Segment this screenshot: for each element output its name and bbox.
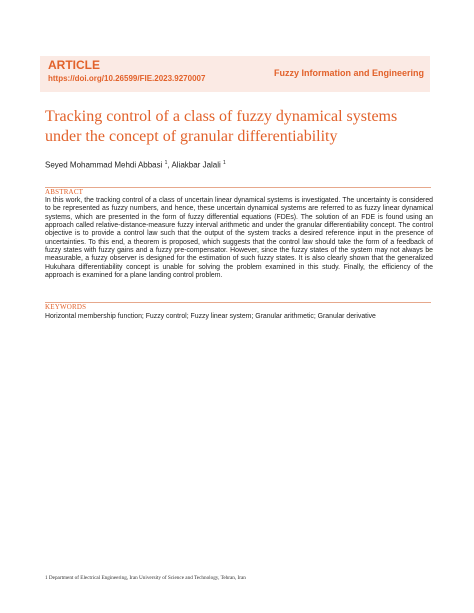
author-name: Seyed Mohammad Mehdi Abbasi — [45, 160, 163, 170]
affiliation-footnote: 1 Department of Electrical Engineering, Iran University of Science and Technology, Tehran, Iran — [45, 575, 246, 581]
author-list — [45, 160, 226, 170]
paper-title: Tracking control of a class of fuzzy dynamical systems under the concept of granular differentiability — [45, 108, 398, 145]
doi-link[interactable]: https://doi.org/10.26599/FIE.2023.9270007 — [48, 74, 206, 83]
abstract-heading: ABSTRACT — [45, 188, 84, 196]
journal-name: Fuzzy Information and Engineering — [273, 68, 424, 78]
author-name: Aliakbar Jalali — [171, 160, 221, 170]
keywords-rule — [45, 302, 431, 303]
article-type-label: ARTICLE — [48, 58, 100, 72]
affiliation-marker: 1 — [223, 160, 226, 166]
abstract-rule — [45, 187, 431, 188]
author-separator: , — [167, 160, 172, 170]
affiliation-marker: 1 — [164, 160, 168, 166]
abstract-text: In this work, the tracking control of a class of uncertain linear dynamical systems is investigated. The uncertainty is considered to be represented as fuzzy numbers, and hence, these uncertain dynamical systems are referred to as fuzzy linear dynamical systems, which are presented in the form of fuzzy differential equations (FDEs). The solution of an FDE is found using an approach called relative-distance-measure fuzzy interval arithmetic and under the granular differentiability concept. The control objective is to provide a control law such that the output of the system tracks a desired reference input in the presence of uncertainties. To this end, a theorem is proposed, which suggests that the control law should take the form of a feedback of fuzzy states with fuzzy gains and a fuzzy pre-compensator. However, since the fuzzy states of the system may not always be measurable, a fuzzy observer is designed for the estimation of such fuzzy states. It is also clearly shown that the generalized Hukuhara differentiability concept is unable for solving the problem examined in this study. Finally, the efficiency of the approach is examined for a plane landing control problem. — [45, 197, 433, 280]
keywords-heading: KEYWORDS — [45, 303, 87, 311]
keywords-text: Horizontal membership function; Fuzzy control; Fuzzy linear system; Granular arithmetic; Granular derivative — [45, 313, 376, 320]
